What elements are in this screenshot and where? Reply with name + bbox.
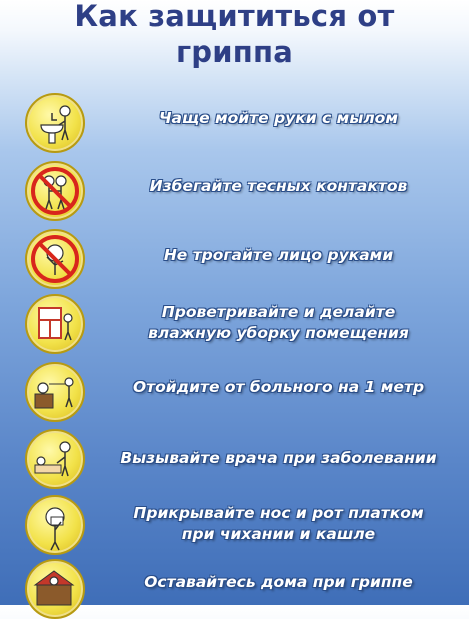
tip-line: Отойдите от больного на 1 метр [132, 378, 425, 396]
no-touch-face-icon [25, 229, 85, 289]
tip-line: влажную уборку помещения [148, 324, 409, 342]
tip-row-stay-home [0, 556, 469, 605]
tip-row-call-doctor [0, 428, 469, 490]
tip-text [96, 176, 461, 197]
tip-text [96, 448, 461, 469]
tip-row-cover-sneeze [0, 492, 469, 556]
title-line-2: гриппа [175, 35, 294, 69]
open-window-icon [25, 294, 85, 354]
tip-row-avoid-contacts [0, 160, 469, 220]
tip-text [96, 377, 461, 398]
stay-home-icon [25, 559, 85, 619]
no-close-contact-icon [25, 161, 85, 221]
tip-line: Прикрывайте нос и рот платком [133, 504, 424, 522]
tip-text [96, 245, 461, 266]
cover-nose-mouth-icon [25, 495, 85, 555]
call-doctor-icon [25, 429, 85, 489]
tip-line: при чихании и кашле [181, 525, 376, 543]
tip-line: Чаще мойте руки с мылом [158, 109, 399, 127]
tip-text [96, 302, 461, 344]
tip-line: Проветривайте и делайте [161, 303, 396, 321]
tip-text [96, 572, 461, 593]
tip-row-keep-distance [0, 360, 469, 422]
tip-row-ventilate [0, 292, 469, 356]
tip-line: Оставайтесь дома при гриппе [144, 573, 413, 591]
tip-row-wash-hands [0, 92, 469, 152]
keep-distance-icon [25, 362, 85, 422]
tip-text [96, 503, 461, 545]
title-line-1: Как защититься от [74, 0, 395, 33]
tip-line: Избегайте тесных контактов [149, 177, 408, 195]
tip-row-no-touch-face [0, 228, 469, 288]
wash-hands-icon [25, 93, 85, 153]
tip-line: Не трогайте лицо руками [163, 246, 394, 264]
tip-line: Вызывайте врача при заболевании [120, 449, 437, 467]
tip-text [96, 108, 461, 129]
